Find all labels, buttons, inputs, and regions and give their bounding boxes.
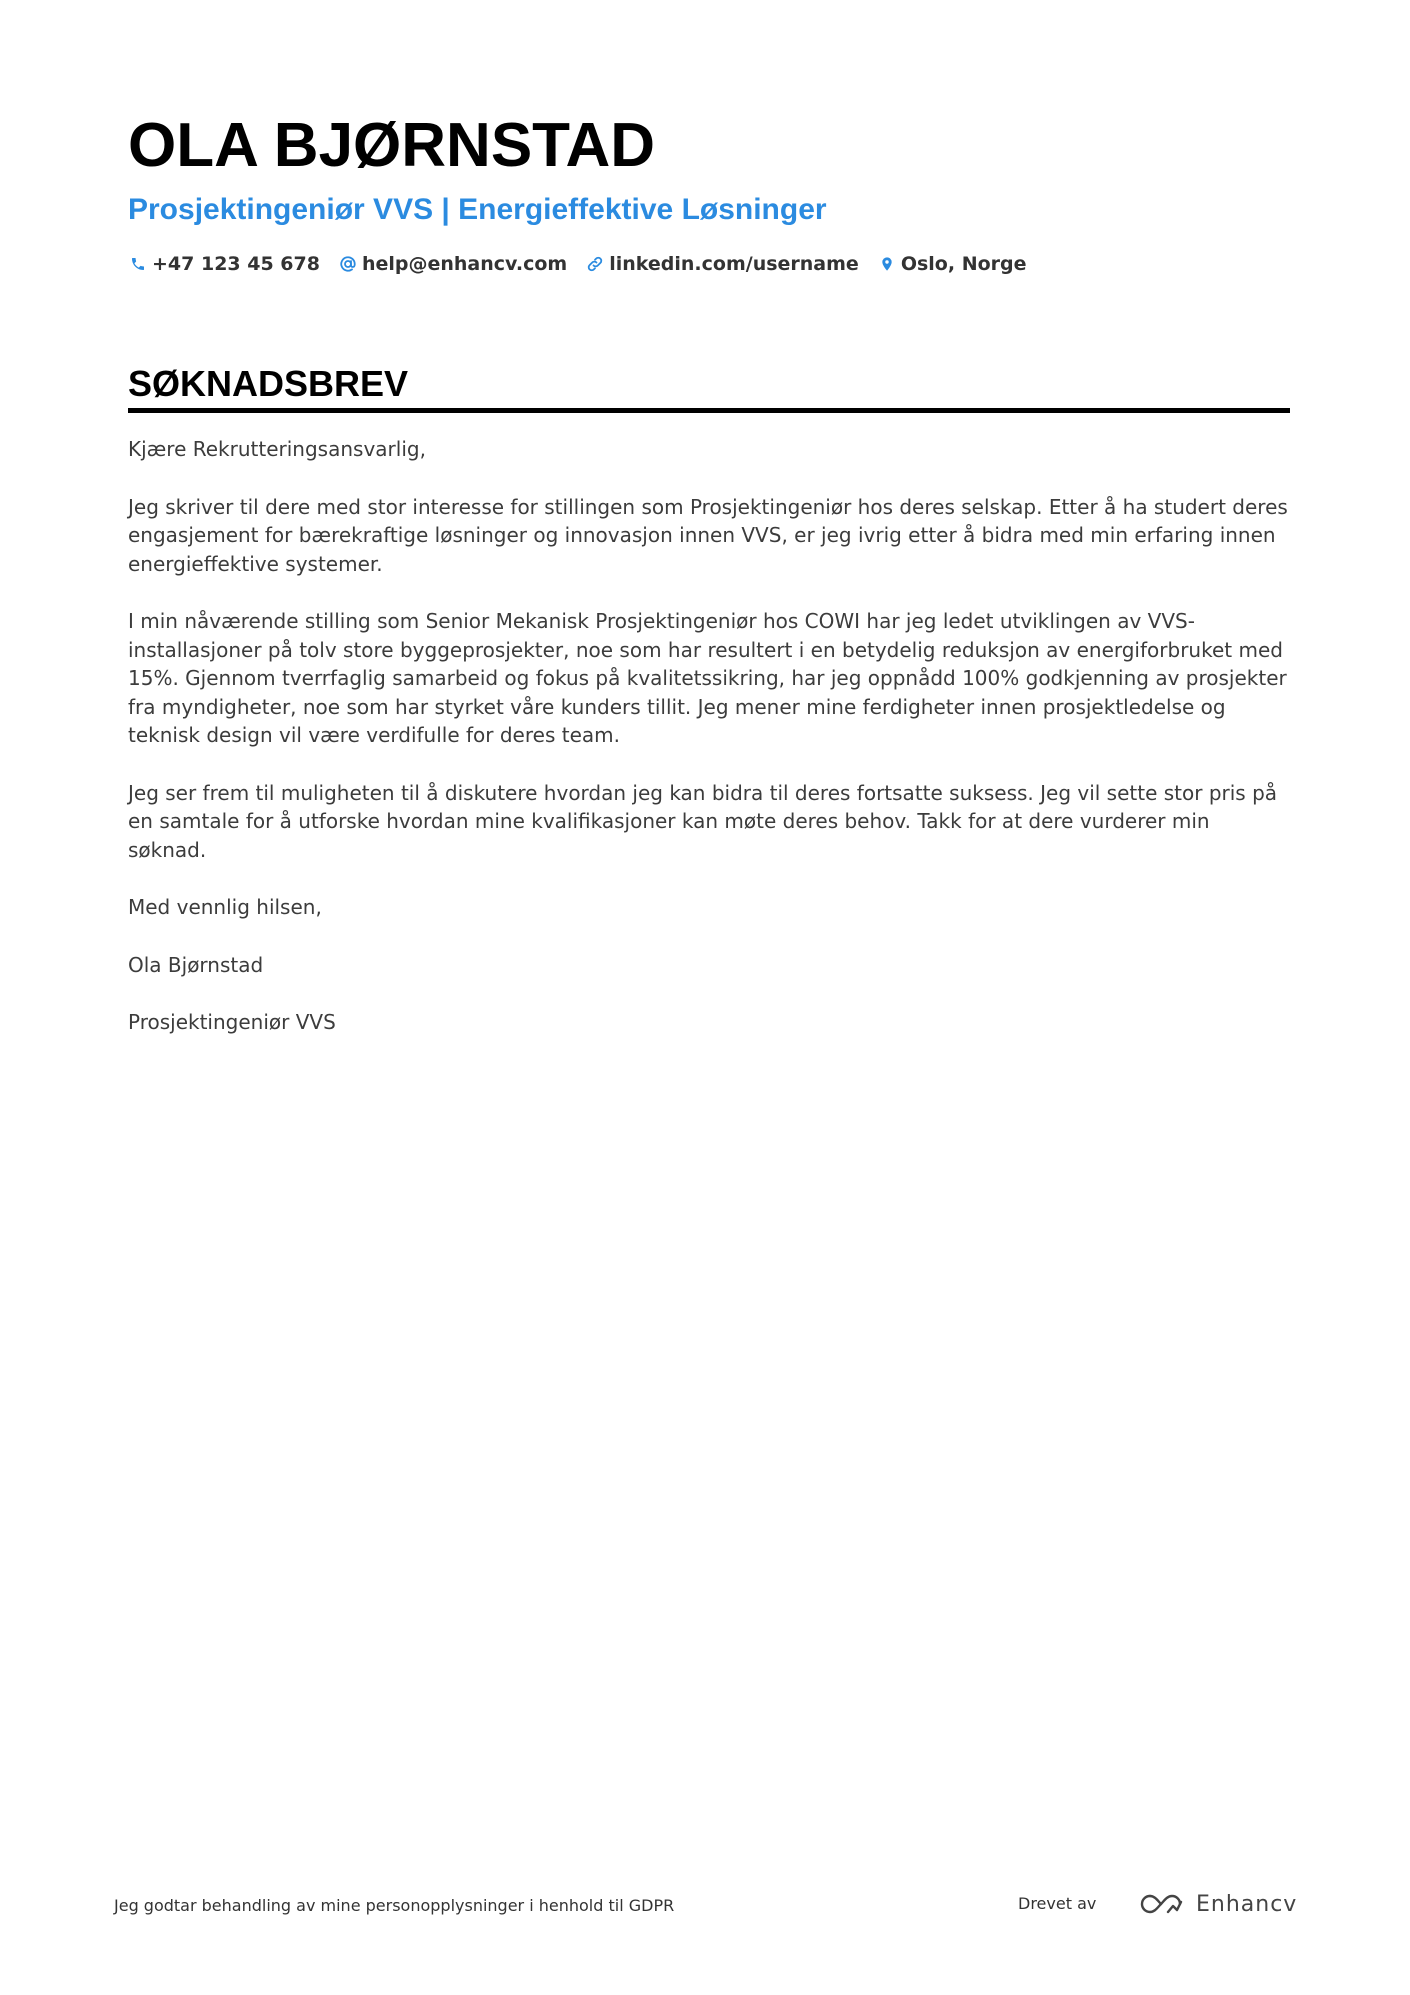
section-divider bbox=[128, 408, 1290, 413]
signature-title: Prosjektingeniør VVS bbox=[128, 1010, 336, 1034]
letter-paragraph: I min nåværende stilling som Senior Mekanisk Prosjektingeniør hos COWI har jeg ledet utviklingen av VVS-installasjoner på tolv store byggeprosjekter, noe som har resultert i en betydelig reduksjon av energiforbruket med 15%. Gjennom tverrfaglig samarbeid og fokus på kvalitetssikring, har jeg oppnådd 100% godkjenning av prosjekter fra myndigheter, noe som har styrket våre kunders tillit. Jeg mener mine ferdigheter innen prosjektledelse og teknisk design vil være verdifulle for deres team. bbox=[128, 609, 1287, 747]
cover-letter-page bbox=[128, 108, 1290, 1066]
contact-bar bbox=[128, 248, 1290, 280]
candidate-name: OLA BJØRNSTAD bbox=[128, 111, 655, 180]
contact-location bbox=[877, 253, 1027, 275]
phone-icon bbox=[128, 254, 148, 274]
page-footer bbox=[114, 1890, 1298, 1930]
powered-by-label: Drevet av bbox=[1018, 1894, 1097, 1913]
enhancv-brand-link[interactable] bbox=[1138, 1890, 1297, 1918]
letter-paragraph: Jeg ser frem til muligheten til å diskutere hvordan jeg kan bidra til deres fortsatte suksess. Jeg vil sette stor pris på en samtale for å utforske hvordan mine kvalifikasjoner kan møte deres behov. Takk for at dere vurderer min søknad. bbox=[128, 780, 1278, 862]
location-pin-icon bbox=[877, 254, 897, 274]
brand-name: Enhancv bbox=[1196, 1891, 1298, 1917]
section-title: SØKNADSBREV bbox=[128, 363, 409, 404]
at-icon bbox=[338, 254, 358, 274]
signature-name: Ola Bjørnstad bbox=[128, 952, 264, 977]
location: Oslo, Norge bbox=[900, 253, 1027, 275]
phone-number: +47 123 45 678 bbox=[152, 253, 320, 275]
contact-linkedin[interactable] bbox=[585, 253, 859, 275]
letter-closing: Med vennlig hilsen, bbox=[128, 895, 322, 919]
gdpr-consent-text: Jeg godtar behandling av mine personopplysninger i henhold til GDPR bbox=[114, 1896, 675, 1915]
letter-body bbox=[128, 435, 1290, 1037]
enhancv-logo-icon bbox=[1138, 1891, 1184, 1917]
contact-phone[interactable] bbox=[128, 253, 320, 275]
linkedin-url: linkedin.com/username bbox=[609, 253, 859, 275]
letter-greeting: Kjære Rekrutteringsansvarlig, bbox=[128, 437, 426, 461]
letter-paragraph: Jeg skriver til dere med stor interesse for stillingen som Prosjektingeniør hos deres selskap. Etter å ha studert deres engasjement for bærekraftige løsninger og innovasjon innen VVS, er jeg ivrig etter å bidra med min erfaring innen energieffektive systemer. bbox=[128, 494, 1288, 576]
candidate-headline: Prosjektingeniør VVS | Energieffektive Løsninger bbox=[128, 193, 827, 226]
link-icon bbox=[585, 254, 605, 274]
contact-email[interactable] bbox=[338, 253, 567, 275]
email-address: help@enhancv.com bbox=[361, 253, 568, 275]
